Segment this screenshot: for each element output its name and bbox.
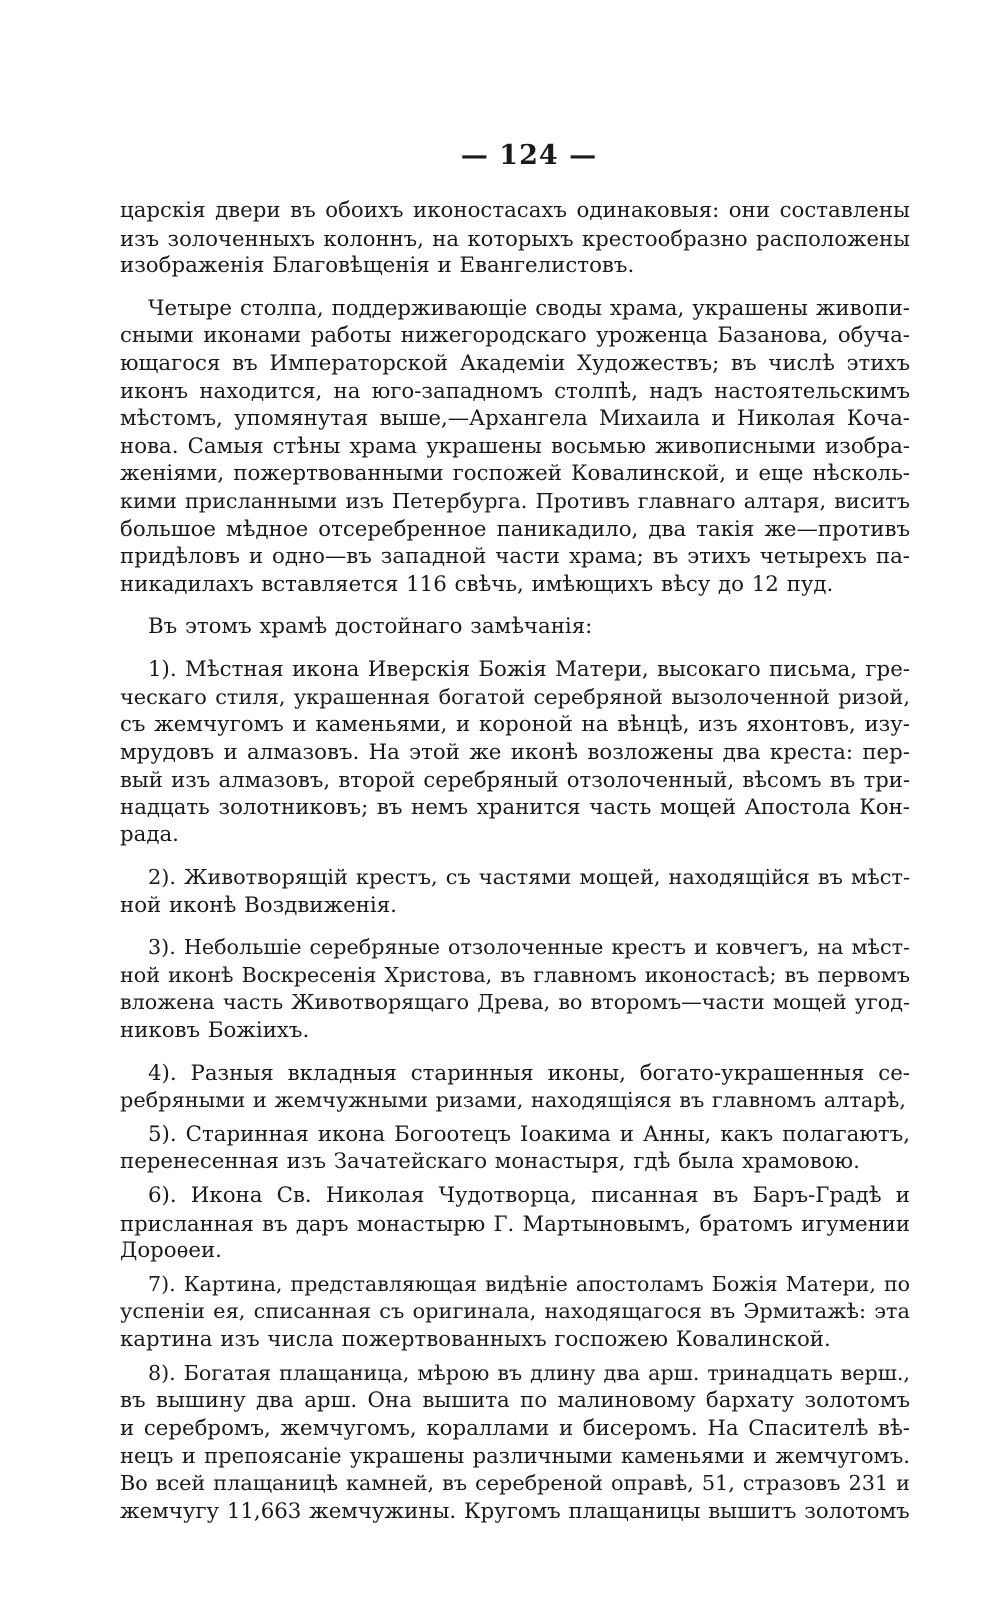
list-item-1: [120, 656, 910, 849]
list-item-2: [120, 864, 910, 919]
text-line: ной иконѣ Воскресенія Христова, въ главномъ иконостасѣ; въ первомъ: [120, 962, 910, 987]
text-line: 1). Мѣстная икона Иверскія Божія Матери, высокаго письма, гре-: [148, 656, 910, 682]
text-line: ребряными и жемчужными ризами, находящіяся въ главномъ алтарѣ,: [120, 1088, 906, 1113]
page-text-body: [120, 197, 910, 1525]
text-line: 7). Картина, представляющая видѣніе апостоламъ Божія Матери, по: [148, 1271, 910, 1296]
text-line: вложена часть Животворящаго Древа, во второмъ—части мощей угод-: [120, 990, 910, 1015]
text-line: 6). Икона Св. Николая Чудотворца, писанная въ Баръ-Градѣ и: [148, 1183, 910, 1208]
text-line: кими присланными изъ Петербурга. Противъ главнаго алтаря, виситъ: [120, 488, 910, 513]
text-line: женіями, пожертвованными госпожей Ковалинской, и еще нѣсколь-: [120, 461, 910, 487]
text-line: Въ этомъ храмѣ достойнаго замѣчанія:: [148, 614, 593, 640]
text-line: большое мѣдное отсеребренное паникадило, два такія же—противъ: [120, 516, 910, 542]
text-line: присланная въ даръ монастырю Г. Мартыновымъ, братомъ игумении: [120, 1210, 910, 1236]
text-line: въ вышину два арш. Она вышита по малиновому бархату золотомъ: [120, 1388, 910, 1414]
list-item-3: [120, 934, 910, 1044]
text-line: вый изъ алмазовъ, второй серебряный отзолоченный, вѣсомъ въ три-: [120, 767, 910, 793]
list-item-6: [120, 1182, 910, 1265]
text-line: никовъ Божіихъ.: [120, 1018, 310, 1044]
text-line: ющагося въ Императорской Академіи Художествъ; въ числѣ этихъ: [120, 350, 910, 376]
text-line: съ жемчугомъ и каменьями, и короной на вѣнцѣ, изъ яхонтовъ, изу-: [120, 712, 910, 738]
text-line: 4). Разныя вкладныя старинныя иконы, богато-украшенныя се-: [148, 1060, 910, 1086]
text-line: рада.: [120, 822, 179, 848]
text-line: изображенія Благовѣщенія и Евангелистовъ.: [120, 253, 635, 279]
text-line: 5). Старинная икона Богоотецъ Іоакима и Анны, какъ полагаютъ,: [148, 1121, 910, 1147]
text-line: мѣстомъ, упомянутая выше,—Архангела Михаила и Николая Коча-: [120, 406, 910, 432]
text-line: изъ золоченныхъ колоннъ, на которыхъ крестообразно расположены: [120, 225, 910, 251]
page-number: — 124 —: [460, 140, 598, 171]
book-page: [120, 140, 910, 1525]
text-line: надцать золотниковъ; въ немъ хранится часть мощей Апостола Кон-: [120, 794, 910, 820]
text-line: нова. Самыя стѣны храма украшены восьмью живописными изобра-: [120, 433, 910, 459]
text-line: ной иконѣ Воздвиженія.: [120, 892, 397, 918]
text-line: Во всей плащаницѣ камней, въ серебреной оправѣ, 51, стразовъ 231 и: [120, 1470, 910, 1495]
text-line: 8). Богатая плащаница, мѣрою въ длину два арш. тринадцать верш.,: [148, 1360, 910, 1385]
text-line: картина изъ числа пожертвованныхъ госпожею Ковалинской.: [120, 1326, 831, 1352]
text-line: и серебромъ, жемчугомъ, кораллами и бисеромъ. На Спасителѣ вѣ-: [120, 1415, 910, 1441]
text-line: иконъ находится, на юго-западномъ столпѣ, надъ настоятельскимъ: [120, 378, 910, 404]
paragraph-iconostasis-doors: [120, 197, 910, 280]
text-line: 2). Животворящій крестъ, съ частями мощей, находящійся въ мѣст-: [148, 865, 910, 890]
text-line: жемчугу 11,663 жемчужины. Кругомъ плащаницы вышитъ золотомъ: [120, 1498, 910, 1524]
text-line: придѣловъ и одно—въ западной части храма; въ этихъ четырехъ па-: [120, 544, 910, 570]
paragraph-pillars: [120, 295, 910, 599]
paragraph-notable-intro: [120, 613, 910, 641]
list-item-4: [120, 1060, 910, 1115]
text-line: никадилахъ вставляется 116 свѣчь, имѣющихъ вѣсу до 12 пуд.: [120, 571, 834, 597]
text-line: ческаго стиля, украшенная богатой серебряной вызолоченной ризой,: [120, 684, 910, 709]
text-line: Дороѳеи.: [120, 1238, 222, 1264]
text-line: перенесенная изъ Зачатейскаго монастыря, гдѣ была храмовою.: [120, 1149, 860, 1175]
text-line: сными иконами работы нижегородскаго уроженца Базанова, обуча-: [120, 323, 910, 349]
text-line: нецъ и препоясаніе украшены различными каменьями и жемчугомъ.: [120, 1443, 910, 1469]
text-line: Четыре столпа, поддерживающіе своды храма, украшены живопи-: [148, 295, 910, 321]
list-item-7: [120, 1271, 910, 1354]
list-item-8: [120, 1360, 910, 1526]
text-line: мрудовъ и алмазовъ. На этой же иконѣ возложены два креста: пер-: [120, 739, 910, 765]
text-line: 3). Небольшіе серебряные отзолоченные крестъ и ковчегъ, на мѣст-: [148, 935, 910, 960]
text-line: успеніи ея, списанная съ оригинала, находящагося въ Эрмитажѣ: эта: [120, 1299, 910, 1324]
list-item-5: [120, 1121, 910, 1176]
text-line: царскія двери въ обоихъ иконостасахъ одинаковыя: они составлены: [120, 198, 910, 223]
